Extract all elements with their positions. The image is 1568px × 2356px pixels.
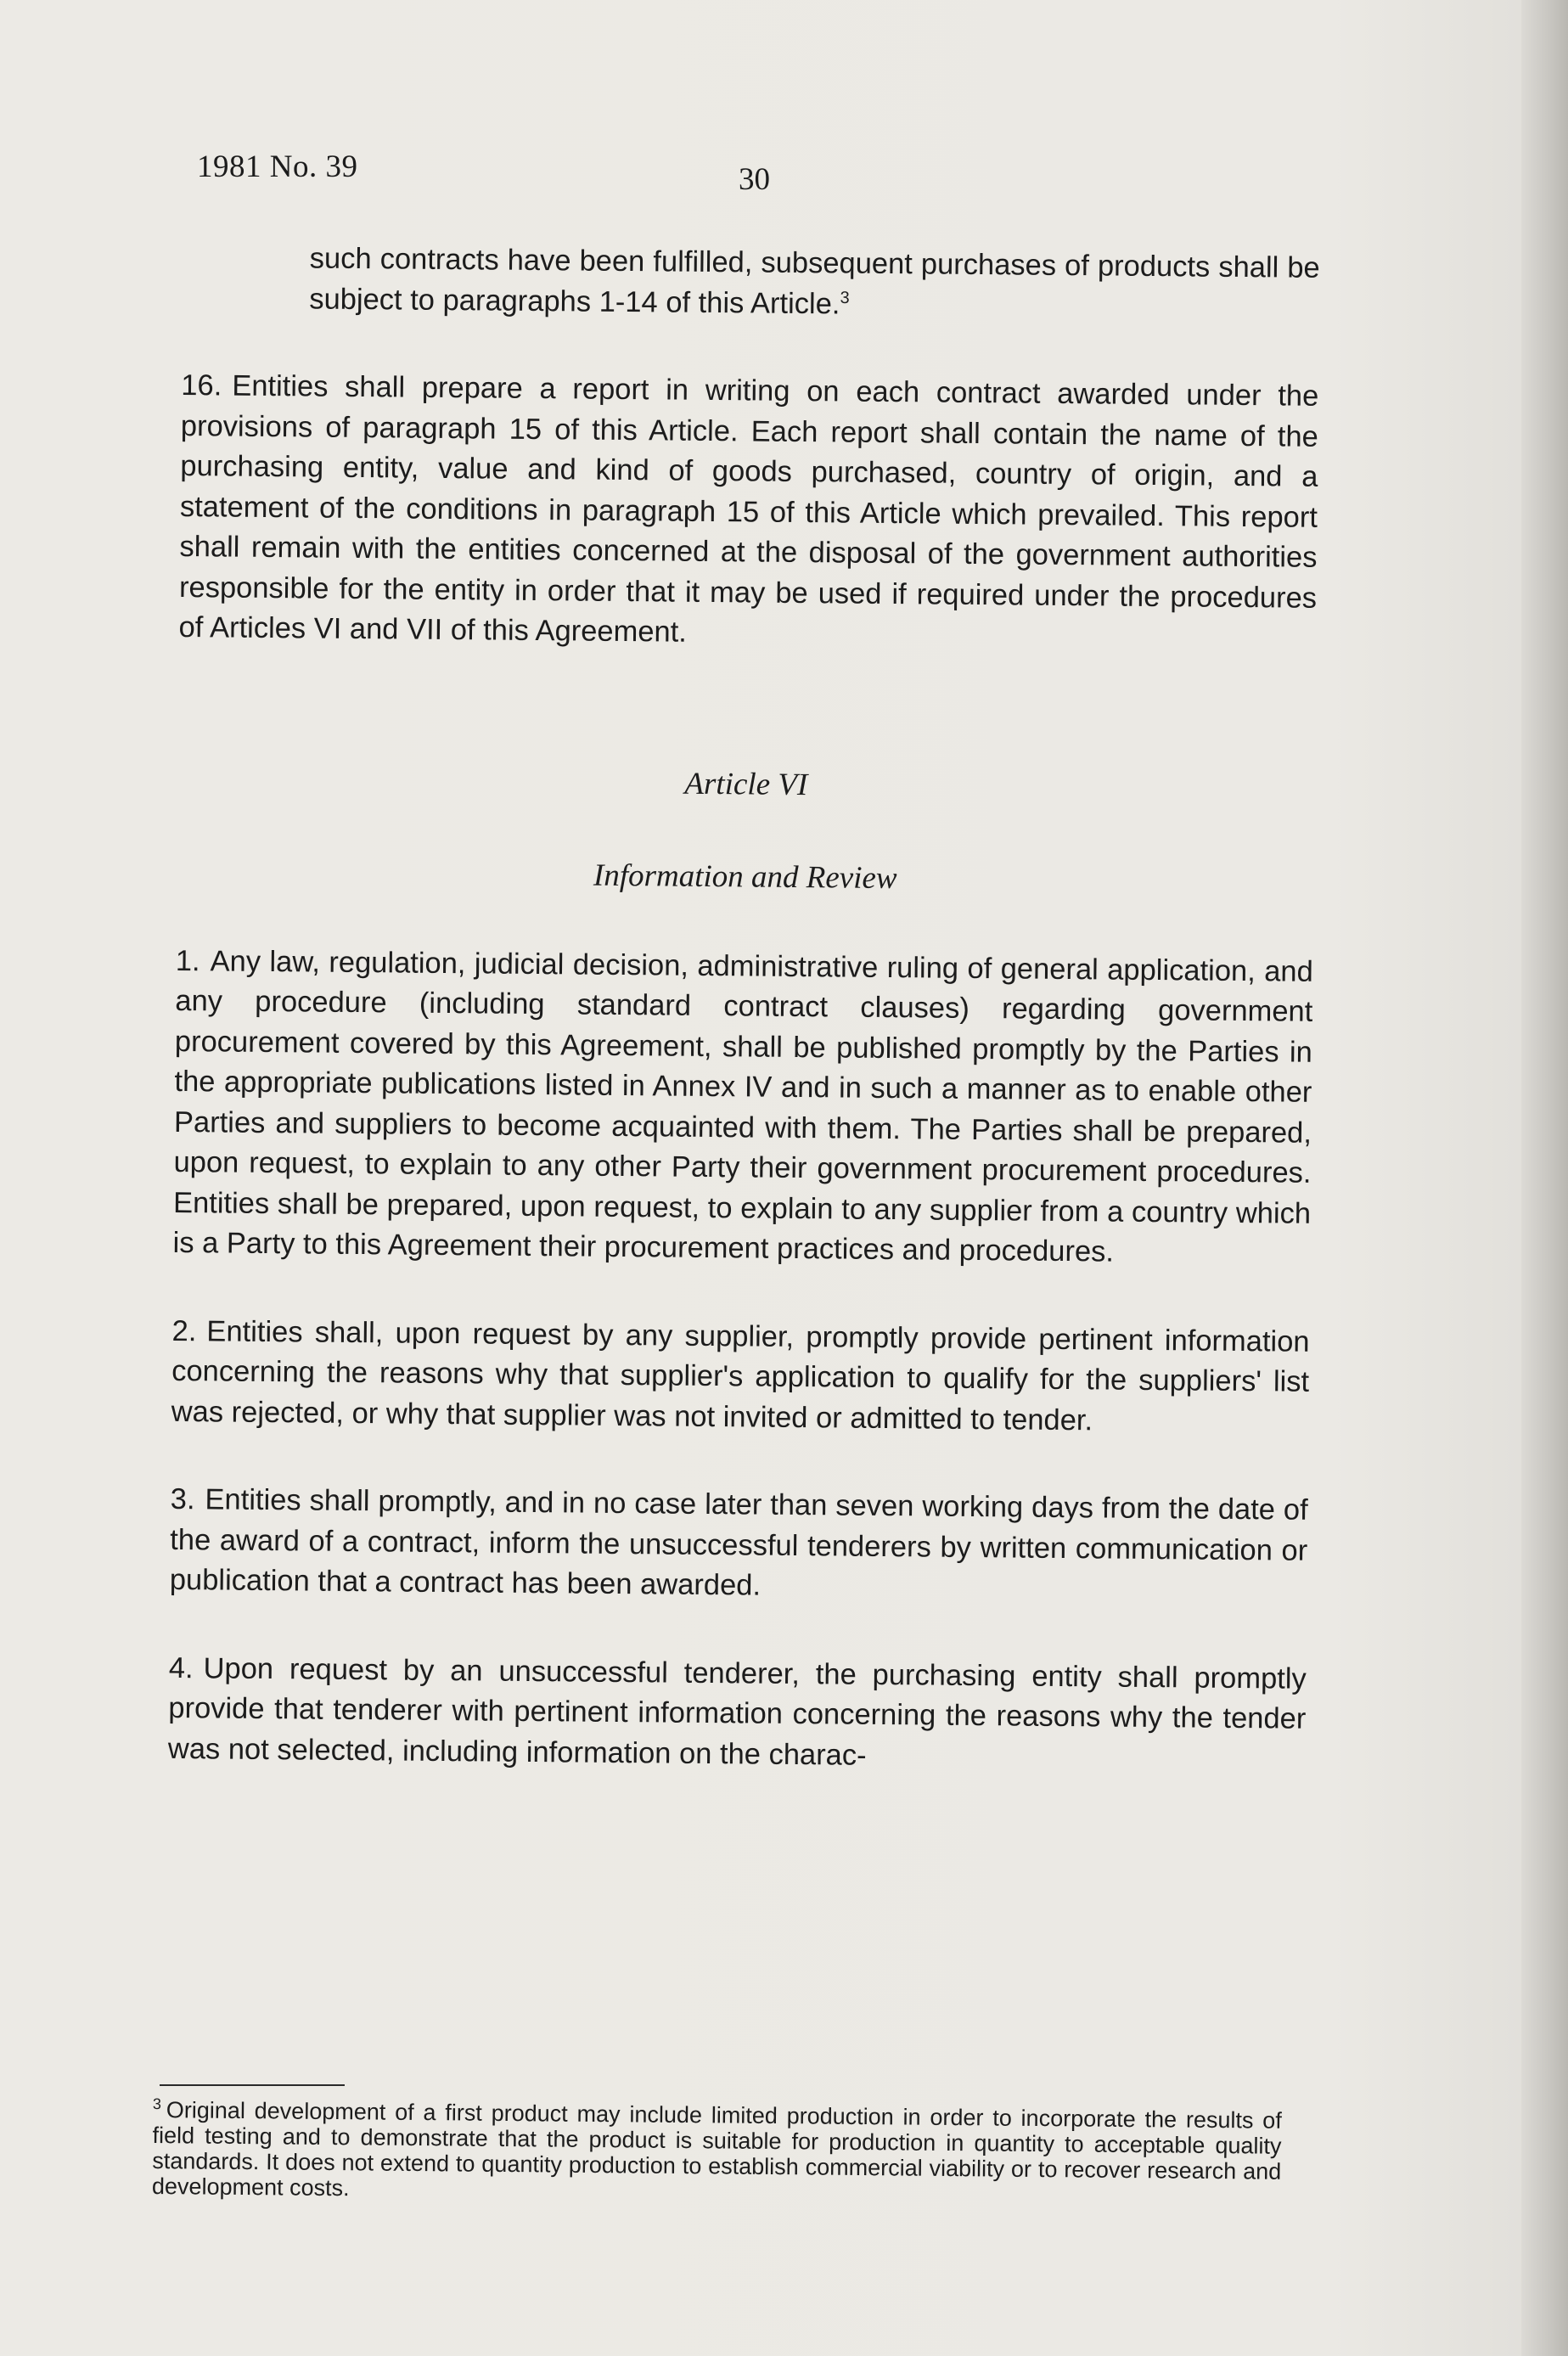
footnote-separator <box>160 2084 345 2086</box>
treaty-reference: 1981 No. 39 <box>197 149 358 184</box>
clause-number: 3. <box>170 1482 195 1516</box>
clause-text: Entities shall, upon request by any supplier, promptly provide pertinent information concerning the reasons why that supplier's application to qualify for the suppliers' list was rejected, or why that supplier was not invited or admitted to tender. <box>171 1314 1310 1437</box>
clause-text: Any law, regulation, judicial decision, administrative ruling of general application, and any procedure (including standard contract clauses) regarding government procurement covered by this Agreement, shall be published promptly by the Parties in the appropriate publications listed in Annex IV and in such a manner as to enable other Parties and suppliers to become acquainted with them. The Parties shall be prepared, upon request, to explain to any other Party their government procurement procedures. Entities shall be prepared, upon request, to explain to any supplier from a country which is a Party to this Agreement their procurement practices and procedures. <box>172 944 1313 1268</box>
article-title: Article VI <box>684 766 808 802</box>
clause-4 <box>168 1648 1307 1780</box>
body-text <box>167 238 1320 1828</box>
paragraph-number: 16. <box>181 368 222 402</box>
article-subtitle: Information and Review <box>593 857 897 897</box>
paragraph-16 <box>178 366 1318 659</box>
paragraph-text: Entities shall prepare a report in writing on each contract awarded under the provisions of paragraph 15 of this Article. Each report shall contain the name of the purchasing entity, value and kind of goods purchased, country of origin, and a statement of the conditions in paragraph 15 of this Article which prevailed. This report shall remain with the entities concerned at the disposal of the government authorities responsible for the entity in order that it may be used if required under the procedures of Articles VI and VII of this Agreement. <box>178 369 1319 649</box>
clause-1 <box>172 941 1313 1274</box>
clause-2 <box>171 1311 1309 1442</box>
footnote-mark: 3 <box>152 2095 162 2113</box>
clause-text: Upon request by an unsuccessful tenderer, the purchasing entity shall promptly provide that tenderer with pertinent information concerning the reasons why the tender was not selected, including information on the charac- <box>167 1651 1307 1772</box>
clause-number: 2. <box>171 1314 197 1347</box>
paragraph-text: such contracts have been fulfilled, subsequent purchases of products shall be subject to paragraphs 1-14 of this Article. <box>309 242 1320 320</box>
paragraph-15-continuation <box>309 239 1320 329</box>
footnote-text: Original development of a first product may include limited production in order to incorporate the results of field testing and to demonstrate that the product is suitable for production in quantity to acceptable quality standards. It does not extend to quantity production to establish commercial viability or to recover research and development costs. <box>151 2097 1282 2201</box>
clause-text: Entities shall promptly, and in no case later than seven working days from the date of the award of a contract, inform the unsuccessful tenderers by written communication or publication that a contract has been awarded. <box>169 1483 1308 1602</box>
footnote <box>152 2097 1282 2210</box>
page-number: 30 <box>739 162 770 197</box>
clause-number: 4. <box>168 1651 194 1684</box>
footnote-reference: 3 <box>840 288 850 307</box>
clause-3 <box>170 1480 1308 1611</box>
next-page-edge <box>1521 0 1568 2356</box>
clause-number: 1. <box>175 944 200 977</box>
